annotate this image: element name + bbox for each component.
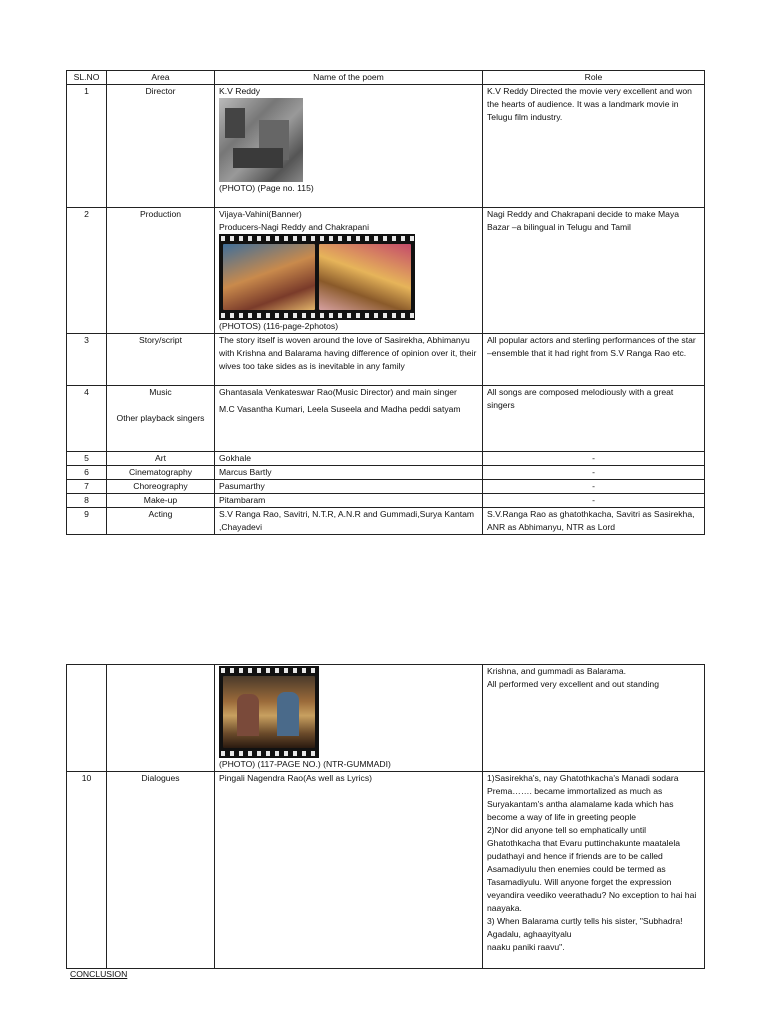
table-row [67,480,705,494]
role-text: 3) When Balarama curtly tells his sister, "Subhadra! Agadalu, aghaayityalu [487,916,683,939]
role-cell: - [483,494,705,508]
role-cell [483,772,705,969]
area-cell [107,665,215,772]
sl-cell: 10 [67,772,107,969]
role-text: Krishna, and gummadi as Balarama. [487,666,627,676]
name-cell: Pingali Nagendra Rao(As well as Lyrics) [215,772,483,969]
name-cell: Marcus Bartly [215,466,483,480]
role-cell: S.V.Ranga Rao as ghatothkacha, Savitri as Sasirekha, ANR as Abhimanyu, NTR as Lord [483,508,705,535]
sl-cell: 1 [67,85,107,208]
table-row [67,508,705,535]
table-row [67,208,705,334]
role-text: naaku paniki raavu". [487,942,565,952]
sl-cell: 3 [67,334,107,386]
area-cell: Make-up [107,494,215,508]
role-cell: - [483,480,705,494]
area-cell: Dialogues [107,772,215,969]
name-text: Ghantasala Venkateswar Rao(Music Director) and main singer [219,387,457,397]
photo-caption: (PHOTOS) (116-page-2photos) [219,321,339,331]
role-cell: Nagi Reddy and Chakrapani decide to make Maya Bazar –a bilingual in Telugu and Tamil [483,208,705,334]
area-cell: Cinematography [107,466,215,480]
name-text: Producers-Nagi Reddy and Chakrapani [219,222,369,232]
area-cell: Art [107,452,215,466]
name-text: K.V Reddy [219,86,261,96]
area-text: Music [149,387,172,397]
area-cell: Production [107,208,215,334]
role-text: 1)Sasirekha's, nay Ghatothkacha's Manadi sodara Prema……. became immortalized as much as Suryakantam's antha alamalame kada which has become a way of life in greeting people [487,773,679,822]
name-cell [215,85,483,208]
area-text-secondary: Other playback singers [116,413,205,423]
photo-caption: (PHOTO) (Page no. 115) [219,183,314,193]
sl-cell: 5 [67,452,107,466]
table-row [67,334,705,386]
name-cell: S.V Ranga Rao, Savitri, N.T.R, A.N.R and Gummadi,Surya Kantam ,Chayadevi [215,508,483,535]
sl-cell: 6 [67,466,107,480]
role-cell: K.V Reddy Directed the movie very excellent and won the hearts of audience. It was a landmark movie in Telugu film industry. [483,85,705,208]
name-cell [215,208,483,334]
role-cell: All songs are composed melodiously with a great singers [483,386,705,452]
credits-table [66,70,705,535]
role-cell: All popular actors and sterling performances of the star –ensemble that it had right from S.V Ranga Rao etc. [483,334,705,386]
name-cell: Pasumarthy [215,480,483,494]
table-row [67,85,705,208]
table-row [67,466,705,480]
area-cell: Acting [107,508,215,535]
role-cell: - [483,452,705,466]
name-cell: Pitambaram [215,494,483,508]
area-cell: Story/script [107,334,215,386]
credits-table-continued [66,664,705,969]
name-cell [215,665,483,772]
role-cell: - [483,466,705,480]
header-name: Name of the poem [215,71,483,85]
table-row [67,494,705,508]
area-cell: Director [107,85,215,208]
sl-cell: 8 [67,494,107,508]
sl-cell: 4 [67,386,107,452]
name-cell: Gokhale [215,452,483,466]
role-cell [483,665,705,772]
production-filmstrip-photo [219,234,415,320]
sl-cell: 2 [67,208,107,334]
header-slno: SL.NO [67,71,107,85]
header-role: Role [483,71,705,85]
area-cell: Choreography [107,480,215,494]
name-cell [215,386,483,452]
table-row [67,452,705,466]
sl-cell: 7 [67,480,107,494]
director-photo [219,98,303,182]
photo-caption: (PHOTO) (117-PAGE NO.) (NTR-GUMMADI) [219,759,391,769]
role-text: All performed very excellent and out standing [487,679,659,689]
table-row [67,772,705,969]
acting-filmstrip-photo [219,666,319,758]
header-row [67,71,705,85]
sl-cell: 9 [67,508,107,535]
header-area: Area [107,71,215,85]
table-row [67,386,705,452]
area-cell [107,386,215,452]
name-text: Vijaya-Vahini(Banner) [219,209,302,219]
table-row [67,665,705,772]
sl-cell [67,665,107,772]
name-text-secondary: M.C Vasantha Kumari, Leela Suseela and Madha peddi satyam [219,404,461,414]
role-text: 2)Nor did anyone tell so emphatically until Ghatothkacha that Evaru puttinchakunte maatalela pudathayi and hence if friends are to be called Asamadiyulu then enemies could be termed as Tasamadiyulu. Will anyone forget the expression veyandira veediko veerathadu? No exception to hai hai naayaka. [487,825,697,913]
conclusion-heading: CONCLUSION [70,969,128,979]
name-cell: The story itself is woven around the love of Sasirekha, Abhimanyu with Krishna and Balarama having difference of opinion over it, their wives too take sides as is inevitable in any family [215,334,483,386]
